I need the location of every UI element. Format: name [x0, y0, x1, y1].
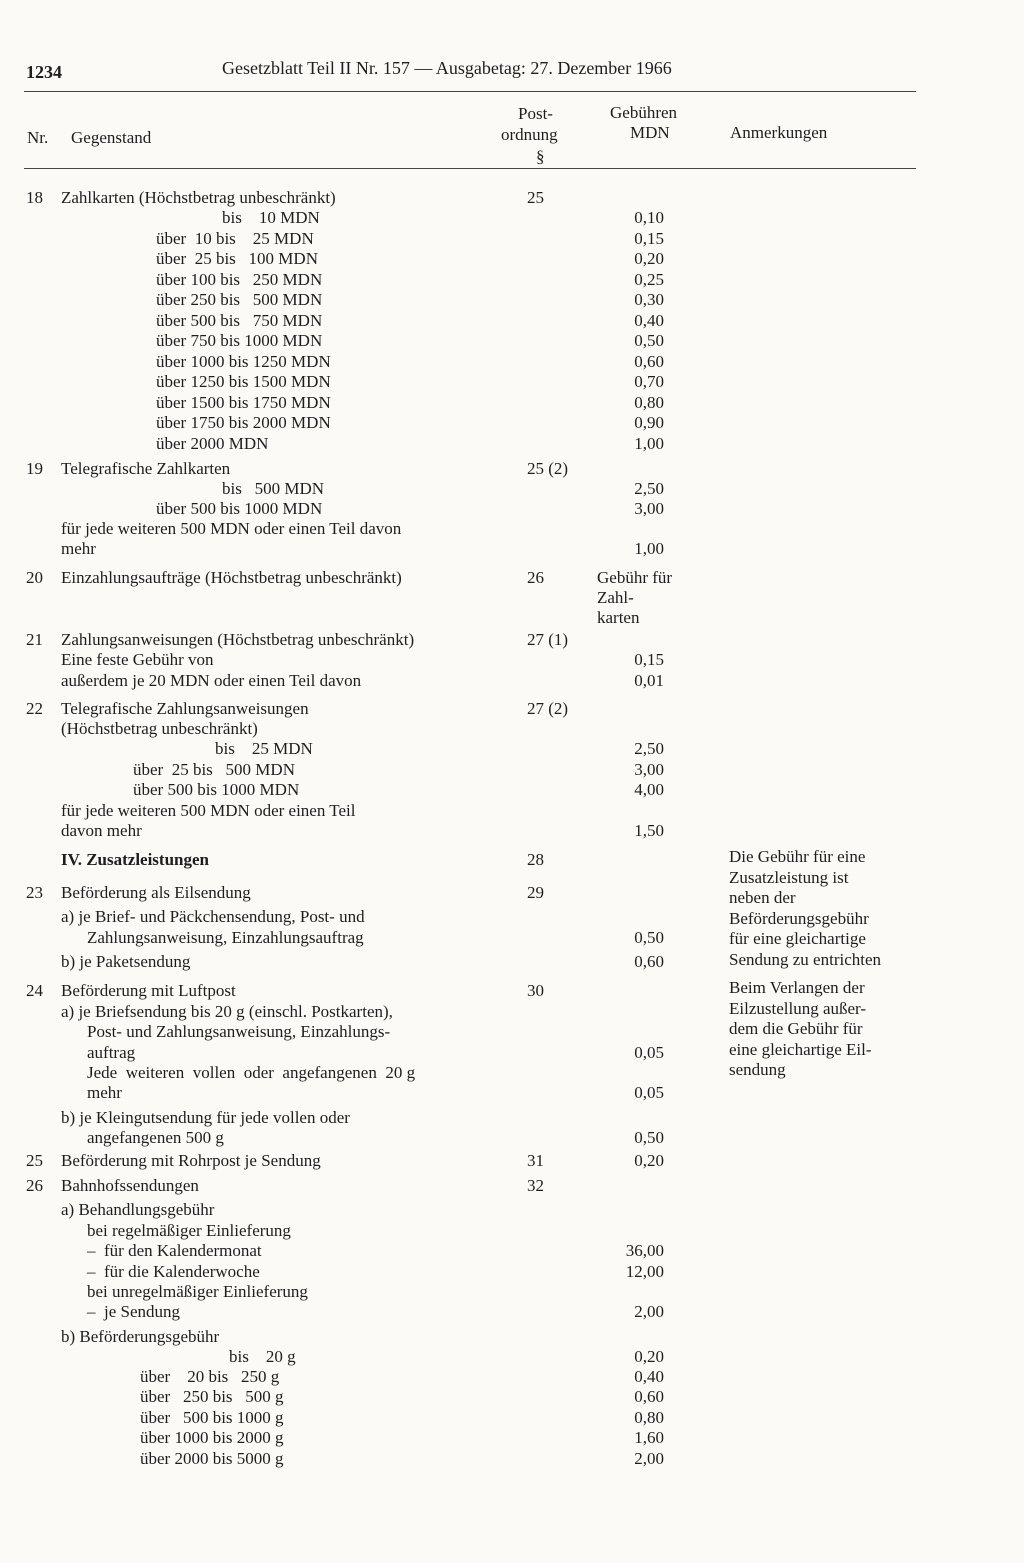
fee-value: Zahl- [597, 588, 634, 607]
fee-value: 0,80 [634, 1408, 664, 1427]
remark-line: dem die Gebühr für [729, 1019, 863, 1038]
fee-value: 0,50 [634, 1128, 664, 1147]
fee-value: 1,50 [634, 821, 664, 840]
item-text: über 20 bis 250 g [140, 1367, 280, 1386]
fee-value: 0,70 [634, 372, 664, 391]
running-title: Gesetzblatt Teil II Nr. 157 — Ausgabetag: 27. Dezember 1966 [222, 58, 672, 78]
item-text: Eine feste Gebühr von [61, 650, 214, 669]
item-text: über 500 bis 750 MDN [156, 311, 323, 330]
remark-line: eine gleichartige Eil- [729, 1039, 872, 1059]
item-text: Einzahlungsaufträge (Höchstbetrag unbeschränkt) [61, 568, 402, 587]
fee-value: 2,50 [634, 479, 664, 498]
fee-value: 0,30 [634, 290, 664, 309]
item-text: a) je Briefsendung bis 20 g (einschl. Postkarten), [61, 1002, 393, 1021]
item-text: für jede weiteren 500 MDN oder einen Teil [61, 801, 356, 820]
item-text: a) Behandlungsgebühr [61, 1200, 215, 1219]
item-text: Jede weiteren vollen oder angefangenen 20 g [87, 1063, 416, 1082]
item-text: Zahlungsanweisung, Einzahlungsauftrag [87, 928, 364, 947]
item-text: – für die Kalenderwoche [87, 1262, 260, 1281]
fee-value: 2,00 [634, 1449, 664, 1468]
row-number: 18 [26, 188, 43, 207]
row-number: 19 [26, 459, 43, 478]
item-text: über 250 bis 500 g [140, 1387, 284, 1406]
row-number: 20 [26, 568, 43, 587]
item-text: über 250 bis 500 MDN [156, 290, 323, 309]
remark-line: neben der [729, 888, 796, 907]
fee-value: 0,60 [634, 352, 664, 371]
fee-value: 0,50 [634, 331, 664, 350]
item-text: über 500 bis 1000 MDN [133, 780, 300, 799]
item-text: bis 10 MDN [222, 208, 320, 227]
fee-value: 1,00 [634, 539, 664, 558]
item-text: für jede weiteren 500 MDN oder einen Teil davon [61, 519, 402, 538]
item-text: b) je Paketsendung [61, 952, 191, 971]
fee-value: 0,40 [634, 311, 664, 330]
item-text: außerdem je 20 MDN oder einen Teil davon [61, 671, 362, 690]
fee-value: 1,00 [634, 434, 664, 453]
fee-value: 0,20 [634, 1347, 664, 1366]
postordnung-paragraph: 32 [527, 1176, 544, 1195]
col-nr: Nr. [27, 128, 49, 147]
fee-value: 0,20 [634, 1151, 664, 1170]
fee-value: 0,01 [634, 671, 664, 690]
col-gebuehren-line2: MDN [630, 123, 670, 142]
row-number: 21 [26, 630, 43, 649]
remark-line: sendung [729, 1060, 786, 1079]
remark-line: für eine gleichartige [729, 929, 866, 948]
fee-value: 0,50 [634, 928, 664, 947]
header-rule [24, 91, 916, 92]
remark-line: Beim Verlangen der [729, 978, 865, 997]
item-text: über 500 bis 1000 MDN [156, 499, 323, 518]
item-text: über 25 bis 100 MDN [156, 249, 318, 268]
fee-value: 0,40 [634, 1367, 664, 1386]
page-number: 1234 [26, 62, 62, 82]
fee-value: 2,00 [634, 1302, 664, 1321]
postordnung-paragraph: 25 [527, 188, 544, 207]
col-gegenstand: Gegenstand [71, 128, 152, 147]
item-text: (Höchstbetrag unbeschränkt) [61, 719, 258, 738]
item-text: über 2000 MDN [156, 434, 269, 453]
item-text: über 750 bis 1000 MDN [156, 331, 323, 350]
item-text: über 500 bis 1000 g [140, 1408, 284, 1427]
postordnung-paragraph: 30 [527, 981, 544, 1000]
item-text: über 25 bis 500 MDN [133, 760, 295, 779]
item-text: bei regelmäßiger Einlieferung [87, 1221, 291, 1240]
col-postordnung-line1: Post- [518, 104, 553, 123]
item-text: Zahlungsanweisungen (Höchstbetrag unbeschränkt) [61, 630, 415, 649]
fee-value: 3,00 [634, 499, 664, 518]
fee-value: 0,20 [634, 249, 664, 268]
item-text: Beförderung mit Luftpost [61, 981, 236, 1000]
item-text: über 1000 bis 1250 MDN [156, 352, 331, 371]
col-postordnung-line2: ordnung [501, 125, 558, 144]
item-text: mehr [87, 1083, 122, 1102]
fee-value: 0,15 [634, 229, 664, 248]
remark-line: Eilzustellung außer- [729, 998, 867, 1018]
row-number: 26 [26, 1176, 43, 1195]
item-text: bis 20 g [229, 1347, 296, 1366]
section-heading: IV. Zusatzleistungen [61, 850, 209, 869]
fee-value: 0,10 [634, 208, 664, 227]
fee-value: 12,00 [625, 1262, 664, 1281]
item-text: über 1750 bis 2000 MDN [156, 413, 331, 432]
item-text: Post- und Zahlungsanweisung, Einzahlungs- [87, 1022, 391, 1041]
fee-value: Gebühr für [597, 568, 673, 587]
item-text: Beförderung mit Rohrpost je Sendung [61, 1151, 321, 1170]
fee-value: 36,00 [625, 1241, 664, 1260]
item-text: bei unregelmäßiger Einlieferung [87, 1282, 308, 1301]
item-text: Telegrafische Zahlungsanweisungen [61, 699, 309, 718]
item-text: über 1500 bis 1750 MDN [156, 393, 331, 412]
row-number: 24 [26, 981, 43, 1000]
fee-value: 0,25 [634, 270, 664, 289]
row-number: 23 [26, 883, 43, 902]
remark-line: Sendung zu entrichten [729, 949, 882, 969]
item-text: mehr [61, 539, 96, 558]
fee-value: 0,90 [634, 413, 664, 432]
item-text: Telegrafische Zahlkarten [61, 459, 231, 478]
fee-value: karten [597, 608, 640, 627]
item-text: – je Sendung [87, 1302, 181, 1321]
item-text: Beförderung als Eilsendung [61, 883, 251, 902]
row-number: 25 [26, 1151, 43, 1170]
item-text: bis 25 MDN [215, 739, 313, 758]
postordnung-paragraph: 25 (2) [527, 459, 569, 478]
row-number: 22 [26, 699, 43, 718]
fee-value: 2,50 [634, 739, 664, 758]
postordnung-paragraph: 31 [527, 1151, 544, 1170]
item-text: Zahlkarten (Höchstbetrag unbeschränkt) [61, 188, 336, 207]
col-anmerkungen: Anmerkungen [730, 123, 828, 142]
item-text: b) Beförderungsgebühr [61, 1327, 220, 1346]
fee-value: 4,00 [634, 780, 664, 799]
item-text: über 1250 bis 1500 MDN [156, 372, 331, 391]
postordnung-paragraph: 29 [527, 883, 544, 902]
item-text: bis 500 MDN [222, 479, 325, 498]
postordnung-paragraph: 28 [527, 850, 544, 869]
fee-value: 0,05 [634, 1083, 664, 1102]
fee-value: 0,80 [634, 393, 664, 412]
item-text: über 1000 bis 2000 g [140, 1428, 284, 1447]
remark-line: Zusatzleistung ist [729, 867, 849, 887]
item-text: über 2000 bis 5000 g [140, 1449, 284, 1468]
item-text: über 100 bis 250 MDN [156, 270, 323, 289]
item-text: a) je Brief- und Päckchensendung, Post- und [61, 907, 365, 926]
fee-value: 0,60 [634, 952, 664, 971]
remark-line: Die Gebühr für eine [729, 847, 866, 866]
col-postordnung-line3: § [536, 147, 545, 166]
col-gebuehren-line1: Gebühren [610, 103, 678, 122]
item-text: b) je Kleingutsendung für jede vollen oder [61, 1108, 350, 1127]
fee-value: 0,15 [634, 650, 664, 669]
fee-value: 1,60 [634, 1428, 664, 1447]
fee-value: 0,05 [634, 1043, 664, 1062]
column-header-rule [24, 168, 916, 169]
item-text: angefangenen 500 g [87, 1128, 224, 1147]
item-text: davon mehr [61, 821, 142, 840]
item-text: Bahnhofssendungen [61, 1176, 199, 1195]
postordnung-paragraph: 26 [527, 568, 544, 587]
item-text: auftrag [87, 1043, 136, 1062]
item-text: über 10 bis 25 MDN [156, 229, 314, 248]
fee-value: 0,60 [634, 1387, 664, 1406]
item-text: – für den Kalendermonat [87, 1241, 262, 1260]
remark-line: Beförderungsgebühr [729, 908, 869, 928]
postordnung-paragraph: 27 (2) [527, 699, 569, 718]
postordnung-paragraph: 27 (1) [527, 630, 569, 649]
fee-value: 3,00 [634, 760, 664, 779]
